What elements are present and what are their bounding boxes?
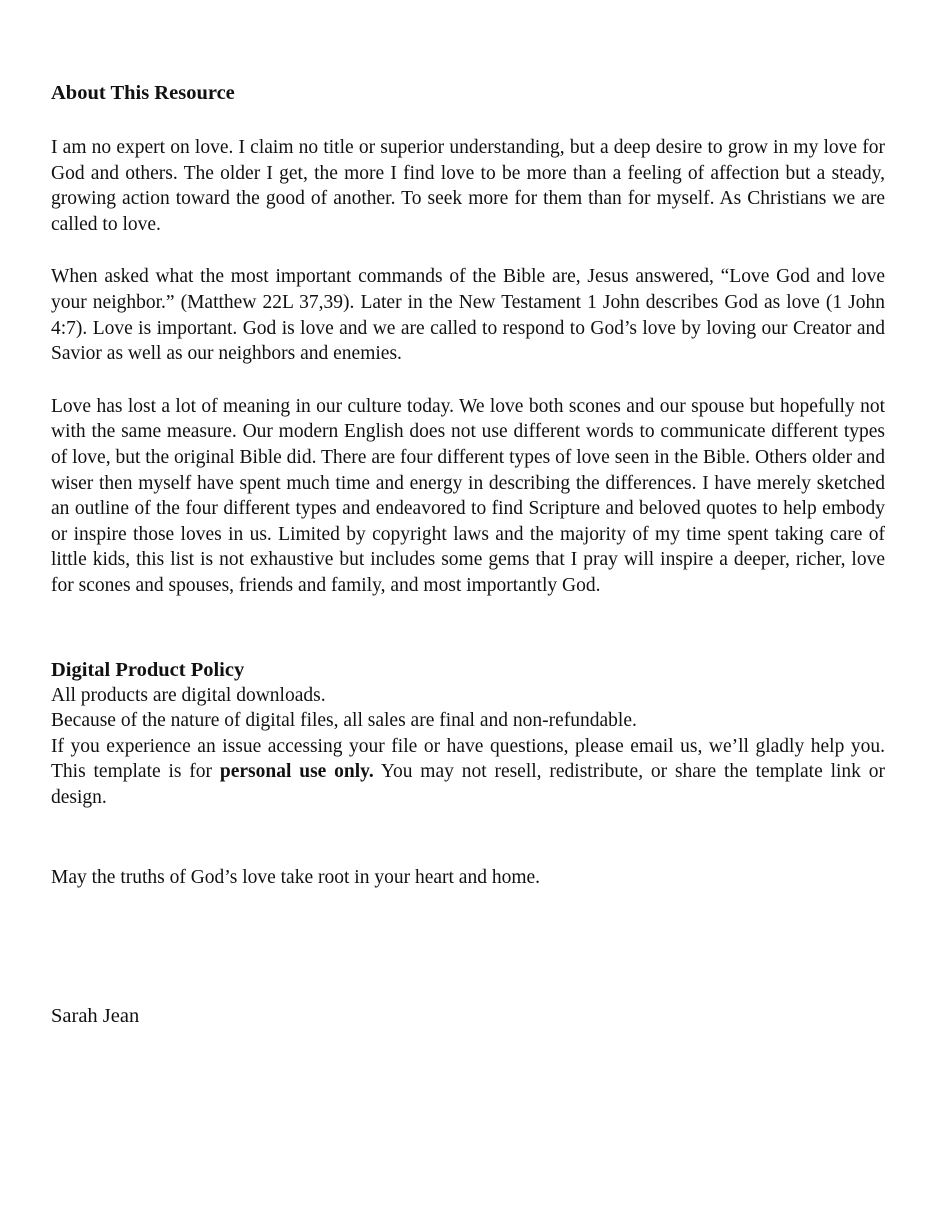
closing-blessing: May the truths of God’s love take root in your heart and home. [51, 867, 541, 889]
about-paragraph-3: Love has lost a lot of meaning in our culture today. We love both scones and our spouse but hopefully not with the same measure. Our modern English does not use different words to communicate different types of love, but the original Bible did. There are four different types of love seen in the Bible. Others older and wiser then myself have spent much time and energy in describing the differences. I have merely sketched an outline of the four different types and endeavored to find Scripture and beloved quotes to help embody or inspire those loves in us. Limited by copyright laws and the majority of my time spent taking care of little kids, this list is not exhaustive but includes some gems that I pray will inspire a deeper, richer, love for scones and spouses, friends and family, and most importantly God. [51, 395, 885, 596]
about-heading: About This Resource [51, 82, 235, 104]
author-signature: Sarah Jean [51, 1005, 140, 1028]
policy-line-2: Because of the nature of digital files, all sales are final and non-refundable. [51, 710, 637, 732]
about-paragraph-2: When asked what the most important commands of the Bible are, Jesus answered, “Love God and love your neighbor.” (Matthew 22L 37,39). Later in the New Testament 1 John describes God as love (1 John 4:7). Love is important. God is love and we are called to respond to God’s love by loving our Creator and Savior as well as our neighbors and enemies. [51, 266, 885, 365]
policy-line-3 [51, 734, 885, 811]
about-paragraph-1: I am no expert on love. I claim no title or superior understanding, but a deep desire to grow in my love for God and others. The older I get, the more I find love to be more than a feeling of affection but a steady, growing action toward the good of another. To seek more for them than for myself. As Christians we are called to love. [51, 137, 885, 235]
policy-line-3-end: You may not resell, redistribute, or share the template link or design. [51, 761, 885, 808]
policy-heading: Digital Product Policy [51, 658, 245, 681]
personal-use-emphasis: personal use only. [219, 761, 374, 783]
document-page [51, 80, 885, 1030]
policy-line-1: All products are digital downloads. [51, 684, 326, 706]
policy-line-3-start: If you experience an issue accessing your file or have questions, please email us, we’ll gladly help you. This template is for [51, 735, 885, 783]
